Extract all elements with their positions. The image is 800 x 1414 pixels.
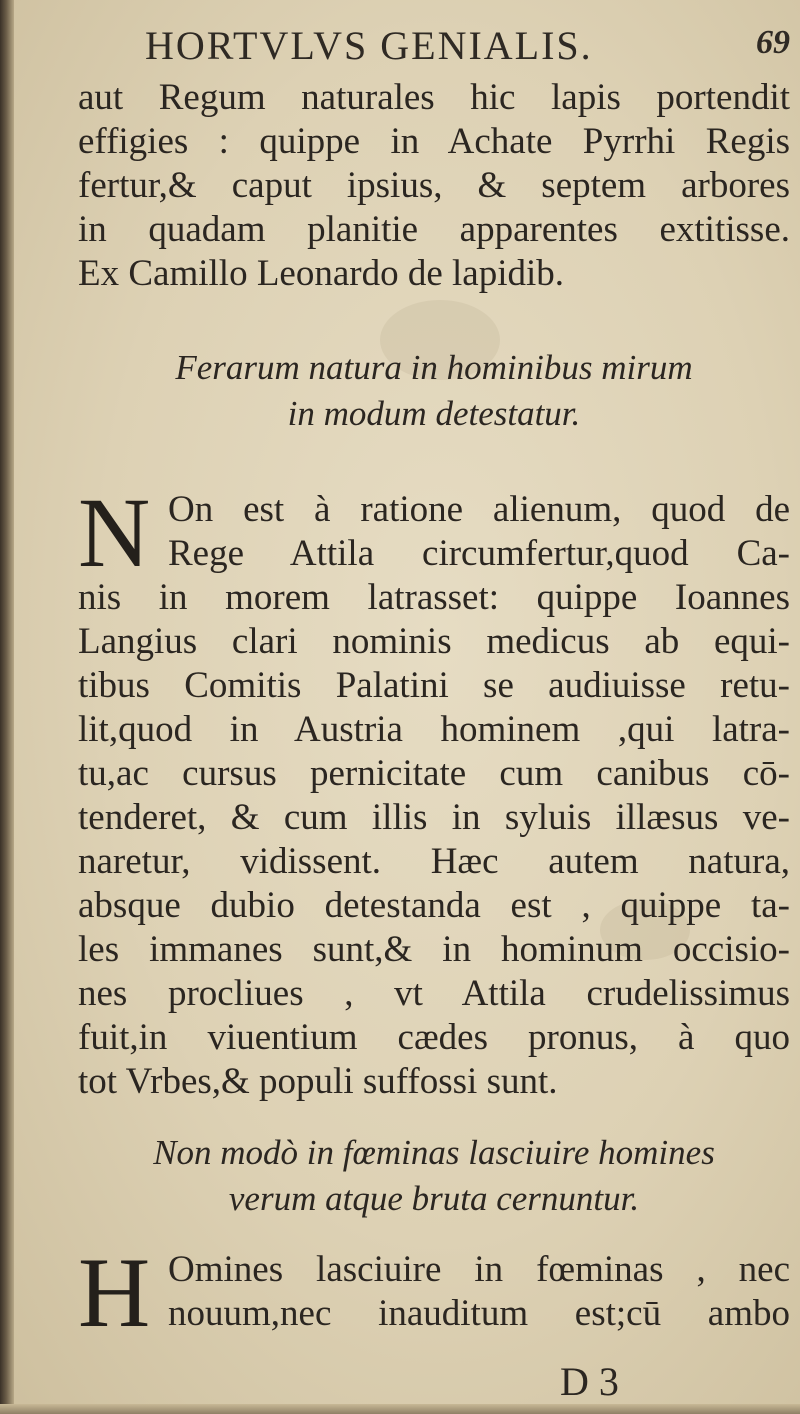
heading-line: Ferarum natura in hominibus mirum [175,348,693,387]
text-line: nes procliues , vt Attila crudelissimus [78,973,790,1014]
text-line: fertur,& caput ipsius, & septem arbores [78,165,790,206]
running-title: HORTVLVS GENIALIS. [145,23,593,68]
text-line: lit,quod in Austria hominem ,qui latra- [78,709,790,750]
text-line: nis in morem latrasset: quippe Ioannes [78,577,790,618]
text-line: absque dubio detestanda est , quippe ta- [78,885,790,926]
page-header [90,22,790,82]
text-line: Rege Attila circumfertur,quod Ca- [168,533,790,574]
text-line: Omines lasciuire in fœminas , nec [168,1249,790,1290]
section-paragraph [78,1237,790,1348]
drop-cap: H [78,1237,151,1348]
text-line: tenderet, & cum illis in syluis illæsus ve- [78,797,790,838]
heading-line: Non modò in fœminas lasciuire homines [153,1133,715,1172]
text-line: naretur, vidissent. Hæc autem natura, [78,841,790,882]
heading-line: in modum detestatur. [287,394,581,433]
text-line: Langius clari nominis medicus ab equi- [78,621,790,662]
text-line: effigies : quippe in Achate Pyrrhi Regis [78,121,790,162]
text-line: aut Regum naturales hic lapis portendit [78,77,790,118]
text-line: Ex Camillo Leonardo de lapidib. [78,253,565,294]
text-line: nouum,nec inauditum est;cū ambo [168,1293,790,1334]
signature-mark: D 3 [560,1359,619,1404]
text-line: On est à ratione alienum, quod de [168,489,790,530]
intro-paragraph [78,76,790,296]
section-heading [78,345,790,437]
page-number: 69 [756,24,790,61]
section-heading [78,1130,790,1222]
text-line: les immanes sunt,& in hominum occisio- [78,929,790,970]
page-bottom-edge [0,1404,800,1414]
text-line: tu,ac cursus pernicitate cum canibus cō- [78,753,790,794]
section-paragraph [78,477,790,1104]
text-line: in quadam planitie apparentes extitisse. [78,209,790,250]
drop-cap: N [78,477,151,588]
heading-line: verum atque bruta cernuntur. [228,1179,640,1218]
text-line: fuit,in viuentium cædes pronus, à quo [78,1017,790,1058]
text-line: tot Vrbes,& populi suffossi sunt. [78,1061,558,1102]
text-line: tibus Comitis Palatini se audiuisse retu- [78,665,790,706]
book-gutter [0,0,14,1414]
